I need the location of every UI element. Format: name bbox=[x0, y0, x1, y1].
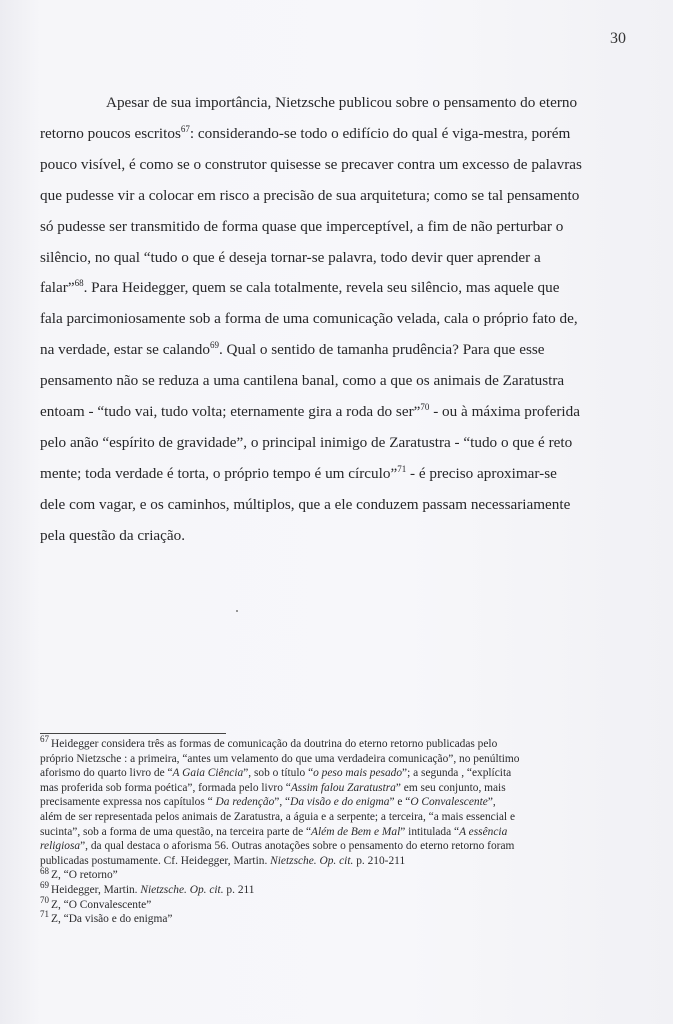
footnote-68 bbox=[40, 865, 585, 883]
paragraph-line: pela questão da criação. bbox=[40, 526, 186, 544]
footnote-line: $^{70}$ Z, “O Convalescente” bbox=[40, 894, 152, 911]
footnote-line: precisamente expressa nos capítulos “ Da redenção”, “Da visão e do enigma” e “O Convalescente”, bbox=[40, 796, 496, 809]
page-number: 30 bbox=[610, 30, 626, 47]
paragraph-line: fala parcimoniosamente sob a forma de uma comunicação velada, cala o próprio fato de, bbox=[40, 310, 578, 328]
footnote-mark-69: 69 bbox=[209, 340, 219, 351]
footnote-line: além de ser representada pelos animais de Zaratustra, a águia e a serpente; a terceira, “a mais essencial e bbox=[40, 810, 515, 823]
footnote-line: publicadas postumamente. Cf. Heidegger, Martin. Nietzsche. Op. cit. p. 210-211 bbox=[40, 854, 406, 867]
footnote-69 bbox=[40, 880, 585, 898]
footnote-71 bbox=[40, 909, 585, 927]
paragraph-line: retorno poucos escritos$^{67}$: considerando-se todo o edifício do qual é viga-mestra, porém bbox=[40, 123, 571, 142]
footnote-number: 70 bbox=[40, 894, 49, 905]
footnote-line: aforismo do quarto livro de “A Gaia Ciência”, sob o título “o peso mais pesado”; a segunda , “explícita bbox=[40, 767, 512, 780]
footnote-number: 67 bbox=[40, 734, 49, 745]
paragraph-line: falar”$^{68}$. Para Heidegger, quem se cala totalmente, revela seu silêncio, mas aquele que bbox=[40, 278, 560, 297]
footnote-line: mas proferida sob forma poética”, formada pelo livro “Assim falou Zaratustra” em seu conjunto, mais bbox=[40, 781, 506, 794]
paragraph-line: pensamento não se reduza a uma cantilena banal, como a que os animais de Zaratustra bbox=[40, 372, 565, 390]
footnote-mark-70: 70 bbox=[420, 402, 430, 412]
footnote-line: $^{68}$ Z, “O retorno” bbox=[40, 865, 118, 882]
paragraph-line: mente; toda verdade é torta, o próprio tempo é um círculo”$^{71}$ - é preciso aproximar-se bbox=[40, 463, 557, 482]
footnote-number: 69 bbox=[40, 880, 49, 891]
paragraph-line: dele com vagar, e os caminhos, múltiplos, que a ele conduzem passam necessariamente bbox=[40, 495, 571, 513]
paragraph-line: na verdade, estar se calando$^{69}$. Qual o sentido de tamanha prudência? Para que esse bbox=[40, 340, 545, 359]
footnote-line: $^{71}$ Z, “Da visão e do enigma” bbox=[40, 909, 173, 926]
stray-mark bbox=[236, 610, 238, 612]
footnotes bbox=[40, 734, 585, 927]
paragraph-line: só pudesse ser transmitido de forma quase que imperceptível, a fim de não perturbar o bbox=[40, 217, 564, 235]
footnote-70 bbox=[40, 894, 585, 913]
footnote-number: 71 bbox=[40, 909, 49, 920]
footnote-line: próprio Nietzsche : a primeira, “antes um velamento do que uma verdadeira comunicação”, no penúltimo bbox=[40, 752, 520, 765]
footnote-line: $^{67}$ Heidegger considera três as formas de comunicação da doutrina do eterno retorno publicadas pelo bbox=[40, 734, 498, 750]
main-paragraph bbox=[40, 88, 590, 552]
paragraph-line: pouco visível, é como se o construtor quisesse se precaver contra um excesso de palavras bbox=[40, 155, 582, 173]
footnote-67 bbox=[40, 734, 585, 868]
footnote-line: $^{69}$ Heidegger, Martin. Nietzsche. Op. cit. p. 211 bbox=[40, 880, 255, 896]
footnote-mark-68: 68 bbox=[74, 278, 84, 289]
footnote-separator bbox=[40, 733, 226, 734]
paragraph-line: silêncio, no qual “tudo o que é deseja tornar-se palavra, todo devir quer aprender a bbox=[40, 248, 541, 266]
footnote-mark-67: 67 bbox=[180, 123, 190, 134]
footnote-line: religiosa”, da qual destaca o aforisma 56. Outras anotações sobre o pensamento do eterno retorno foram bbox=[40, 840, 515, 853]
footnote-line: sucinta”, sob a forma de uma questão, na terceira parte de “Além de Bem e Mal” intitulada “A essência bbox=[40, 825, 508, 838]
paragraph-line: Apesar de sua importância, Nietzsche publicou sobre o pensamento do eterno bbox=[106, 94, 578, 111]
footnote-mark-71: 71 bbox=[397, 463, 407, 474]
paragraph-line: pelo anão “espírito de gravidade”, o principal inimigo de Zaratustra - “tudo o que é reto bbox=[40, 433, 573, 451]
paragraph-line: entoam - “tudo vai, tudo volta; eternamente gira a roda do ser”$^{70}$ - ou à máxima proferida bbox=[40, 402, 580, 421]
footnote-number: 68 bbox=[40, 865, 49, 876]
paragraph-line: que pudesse vir a colocar em risco a precisão de sua arquitetura; como se tal pensamento bbox=[40, 186, 580, 204]
